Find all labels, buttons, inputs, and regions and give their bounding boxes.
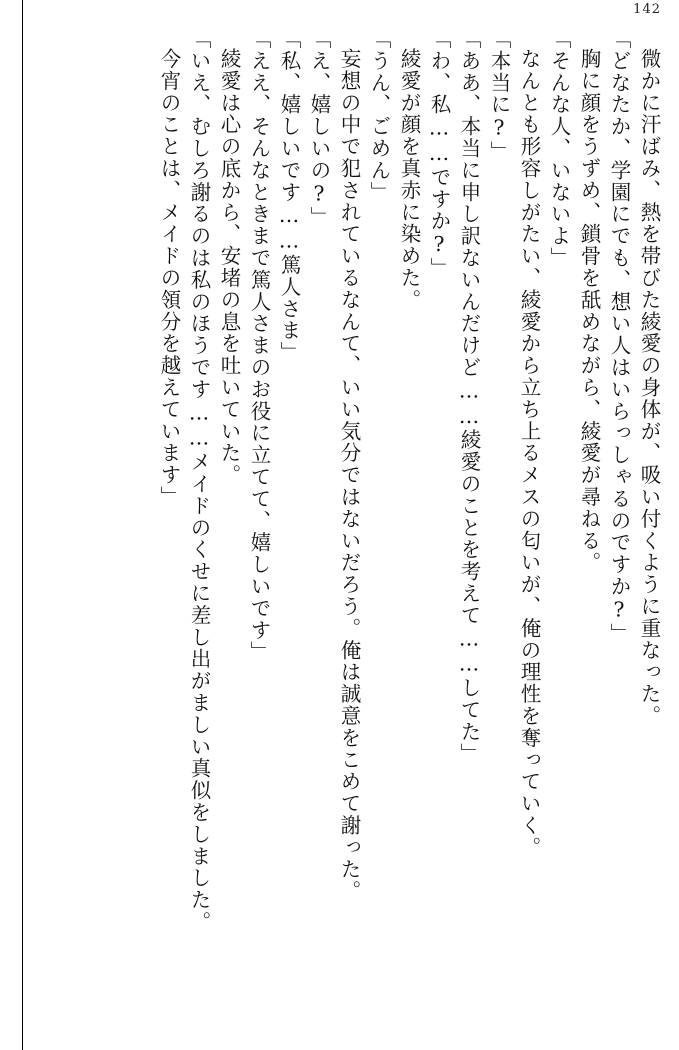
text-line: 「ええ、そんなときまで篤人さまのお役に立てて、嬉しいです」 bbox=[247, 28, 271, 664]
text-line: 「わ、私……ですか?」 bbox=[427, 28, 451, 280]
text-line: 「私、嬉しいです……篤人さま」 bbox=[277, 28, 301, 364]
page-number: 142 bbox=[633, 2, 661, 17]
text-line: 綾愛が顔を真赤に染めた。 bbox=[397, 48, 421, 311]
text-line: 「そんな人、いないよ」 bbox=[547, 28, 571, 269]
text-line: 「うん、ごめん」 bbox=[367, 28, 391, 204]
text-line: 胸に顔をうずめ、鎖骨を舐めながら、綾愛が尋ねる。 bbox=[577, 48, 601, 574]
text-line: 「いえ、むしろ謝るのは私のほうです……メイドのくせに差し出がましい真似をしました。 bbox=[187, 28, 211, 933]
text-line: 「え、嬉しいの?」 bbox=[307, 28, 331, 229]
text-line: なんとも形容しがたい、綾愛から立ち上るメスの匂いが、俺の理性を奪っていく。 bbox=[517, 48, 541, 859]
gutter-rule bbox=[22, 0, 23, 1050]
text-line: 妄想の中で犯されているなんて、いい気分ではないだろう。俺は誠意をこめて謝った。 bbox=[337, 48, 361, 903]
text-line: 「どなたか、学園にでも、想い人はいらっしゃるのですか?」 bbox=[607, 28, 631, 645]
vertical-text-body bbox=[34, 26, 659, 1042]
text-line: 「ああ、本当に申し訳ないんだけど……綾愛のことを考えて……してた」 bbox=[457, 28, 481, 765]
text-line: 微かに汗ばみ、熱を帯びた綾愛の身体が、吸い付くように重なった。 bbox=[637, 48, 661, 727]
text-line: 今宵のことは、メイドの領分を越えています」 bbox=[157, 48, 181, 508]
text-line: 綾愛は心の底から、安堵の息を吐いていた。 bbox=[217, 48, 241, 486]
text-line: 「本当に?」 bbox=[487, 28, 511, 163]
